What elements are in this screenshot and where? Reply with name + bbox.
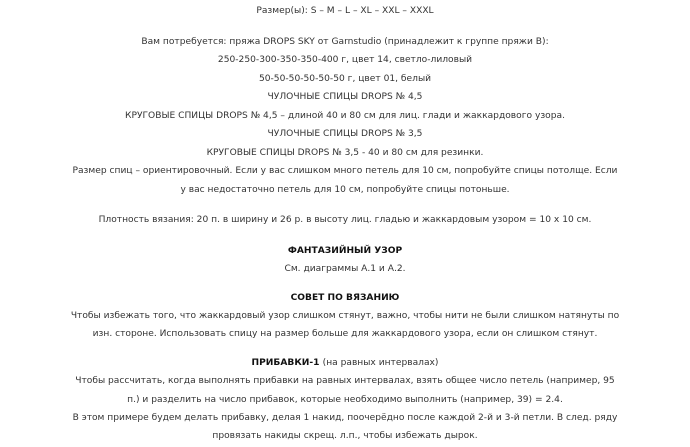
materials-intro: Вам потребуется: пряжа DROPS SKY от Garnstudio (принадлежит к группе пряжи B):: [141, 36, 549, 47]
knitting-tip-section: [0, 289, 690, 344]
needle-size-note-line-1: Размер спиц – ориентировочный. Если у вас слишком много петель для 10 см, попробуйте спицы потолще. Если: [72, 166, 618, 176]
needles-dpn-4-5: ЧУЛОЧНЫЕ СПИЦЫ DROPS № 4,5: [267, 92, 423, 102]
increase-heading: [0, 354, 690, 373]
knitting-tip-line-2: изн. стороне. Использовать спицу на размер больше для жаккардового узора, если он слишком стянут.: [92, 329, 598, 340]
needles-circular-4-5: КРУГОВЫЕ СПИЦЫ DROPS № 4,5 – длиной 40 и 80 см для лиц. глади и жаккардового узора.: [125, 110, 565, 121]
increase-line-1: Чтобы рассчитать, когда выполнять прибавки на равных интервалах, взять общее число петель (например, 95: [75, 376, 615, 387]
increase-heading-subtitle: (на равных интервалах): [322, 357, 439, 368]
materials-section: [0, 33, 690, 200]
yarn-white: 50-50-50-50-50-50 г, цвет 01, белый: [258, 73, 432, 84]
knitting-tip-line-1: Чтобы избежать того, что жаккардовый узор слишком стянут, важно, чтобы нити не были слишком натянуты по: [70, 311, 620, 321]
pattern-heading: ФАНТАЗИЙНЫЙ УЗОР: [287, 245, 403, 256]
needles-dpn-3-5: ЧУЛОЧНЫЕ СПИЦЫ DROPS № 3,5: [267, 129, 423, 139]
gauge-line: Плотность вязания: 20 п. в ширину и 26 р. в высоту лиц. гладью и жаккардовым узором = 10 х 10 см.: [98, 215, 592, 225]
pattern-text: См. диаграммы А.1 и А.2.: [284, 264, 406, 274]
sizes-line: Размер(ы): S – M – L – XL – XXL – XXXL: [256, 6, 434, 16]
knitting-tip-heading: СОВЕТ ПО ВЯЗАНИЮ: [290, 292, 400, 303]
yarn-main-color: 250-250-300-350-350-400 г, цвет 14, светло-лиловый: [217, 55, 473, 65]
increase-section: [0, 354, 690, 446]
pattern-section: [0, 242, 690, 279]
increase-line-3: В этом примере будем делать прибавку, делая 1 накид, поочерёдно после каждой 2-й и 3-й петли. В след. ряду: [72, 413, 618, 424]
increase-line-4: провязать накиды скрещ. л.п., чтобы избежать дырок.: [212, 431, 478, 442]
needles-circular-3-5: КРУГОВЫЕ СПИЦЫ DROPS № 3,5 - 40 и 80 см для резинки.: [206, 147, 484, 158]
increase-line-2: п.) и разделить на число прибавок, которые необходимо выполнить (например, 39) = 2.4.: [127, 394, 563, 405]
needle-size-note-line-2: у вас недостаточно петель для 10 см, попробуйте спицы потоньше.: [180, 184, 510, 195]
increase-heading-title: ПРИБАВКИ-1: [251, 357, 320, 368]
